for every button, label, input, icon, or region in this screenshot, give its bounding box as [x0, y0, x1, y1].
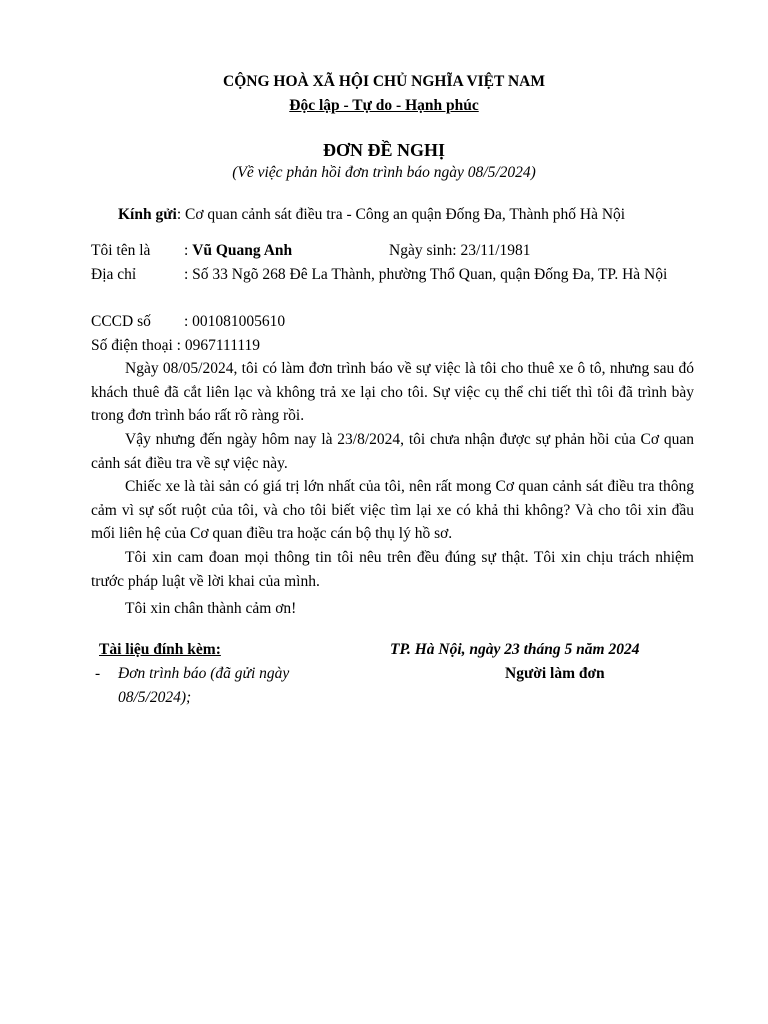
address-row — [91, 263, 694, 311]
body-paragraph-4: Tôi xin cam đoan mọi thông tin tôi nêu trên đều đúng sự thật. Tôi xin chịu trách nhiệm trước pháp luật về lời khai của mình. — [91, 549, 694, 590]
recipient-line — [118, 203, 718, 227]
signature-place-date: TP. Hà Nội, ngày 23 tháng 5 năm 2024 — [390, 641, 640, 658]
phone-line: Số điện thoại : 0967111119 — [91, 337, 261, 354]
nation-header: CỘNG HOÀ XÃ HỘI CHỦ NGHĨA VIỆT NAM — [223, 73, 545, 90]
motto: Độc lập - Tự do - Hạnh phúc — [289, 97, 479, 114]
id-label: CCCD số — [91, 313, 151, 330]
recipient-label: Kính gửi — [118, 206, 177, 223]
applicant-name: Vũ Quang Anh — [192, 242, 293, 259]
id-row — [91, 310, 694, 334]
body-paragraph-1: Ngày 08/05/2024, tôi có làm đơn trình báo về sự việc là tôi cho thuê xe ô tô, nhưng sau đó khách thuê đã cắt liên lạc và không trả xe lại cho tôi. Sự việc cụ thể chi tiết thì tôi đã trình bày trong đơn trình báo rất rõ ràng rồi. — [91, 360, 694, 424]
address-label: Địa chỉ — [91, 266, 137, 283]
phone-row — [91, 334, 694, 358]
document-subtitle: (Về việc phản hồi đơn trình báo ngày 08/5/2024) — [232, 164, 536, 181]
date-of-birth: Ngày sinh: 23/11/1981 — [389, 242, 531, 259]
name-label: Tôi tên là — [91, 242, 151, 259]
document-title: ĐƠN ĐỀ NGHỊ — [322, 140, 445, 160]
name-prefix: : — [184, 242, 193, 259]
recipient-text: : Cơ quan cảnh sát điều tra - Công an quận Đống Đa, Thành phố Hà Nội — [176, 206, 626, 223]
name-row — [91, 239, 694, 263]
signer-label: Người làm đơn — [505, 665, 605, 682]
attachment-item-line-1: Đơn trình báo (đã gửi ngày — [118, 665, 290, 682]
address-value: : Số 33 Ngõ 268 Đê La Thành, phường Thổ Quan, quận Đống Đa, TP. Hà Nội — [184, 266, 668, 283]
id-value: : 001081005610 — [184, 313, 286, 330]
body-paragraph-2: Vậy nhưng đến ngày hôm nay là 23/8/2024, tôi chưa nhận được sự phản hồi của Cơ quan cảnh sát điều tra về sự việc này. — [91, 431, 694, 472]
attachment-bullet: - — [95, 665, 101, 682]
body-paragraph-5: Tôi xin chân thành cảm ơn! — [125, 600, 297, 617]
attachment-item-line-2: 08/5/2024); — [118, 689, 192, 706]
attachments-heading: Tài liệu đính kèm: — [99, 641, 221, 658]
name-value — [184, 239, 292, 263]
body-paragraph-3: Chiếc xe là tài sản có giá trị lớn nhất của tôi, nên rất mong Cơ quan cảnh sát điều tra thông cảm vì sự sốt ruột của tôi, và cho tôi biết việc tìm lại xe có khả thi không? Và cho tôi xin đầu mối liên hệ của Cơ quan điều tra hoặc cán bộ thụ lý hồ sơ. — [91, 478, 694, 542]
